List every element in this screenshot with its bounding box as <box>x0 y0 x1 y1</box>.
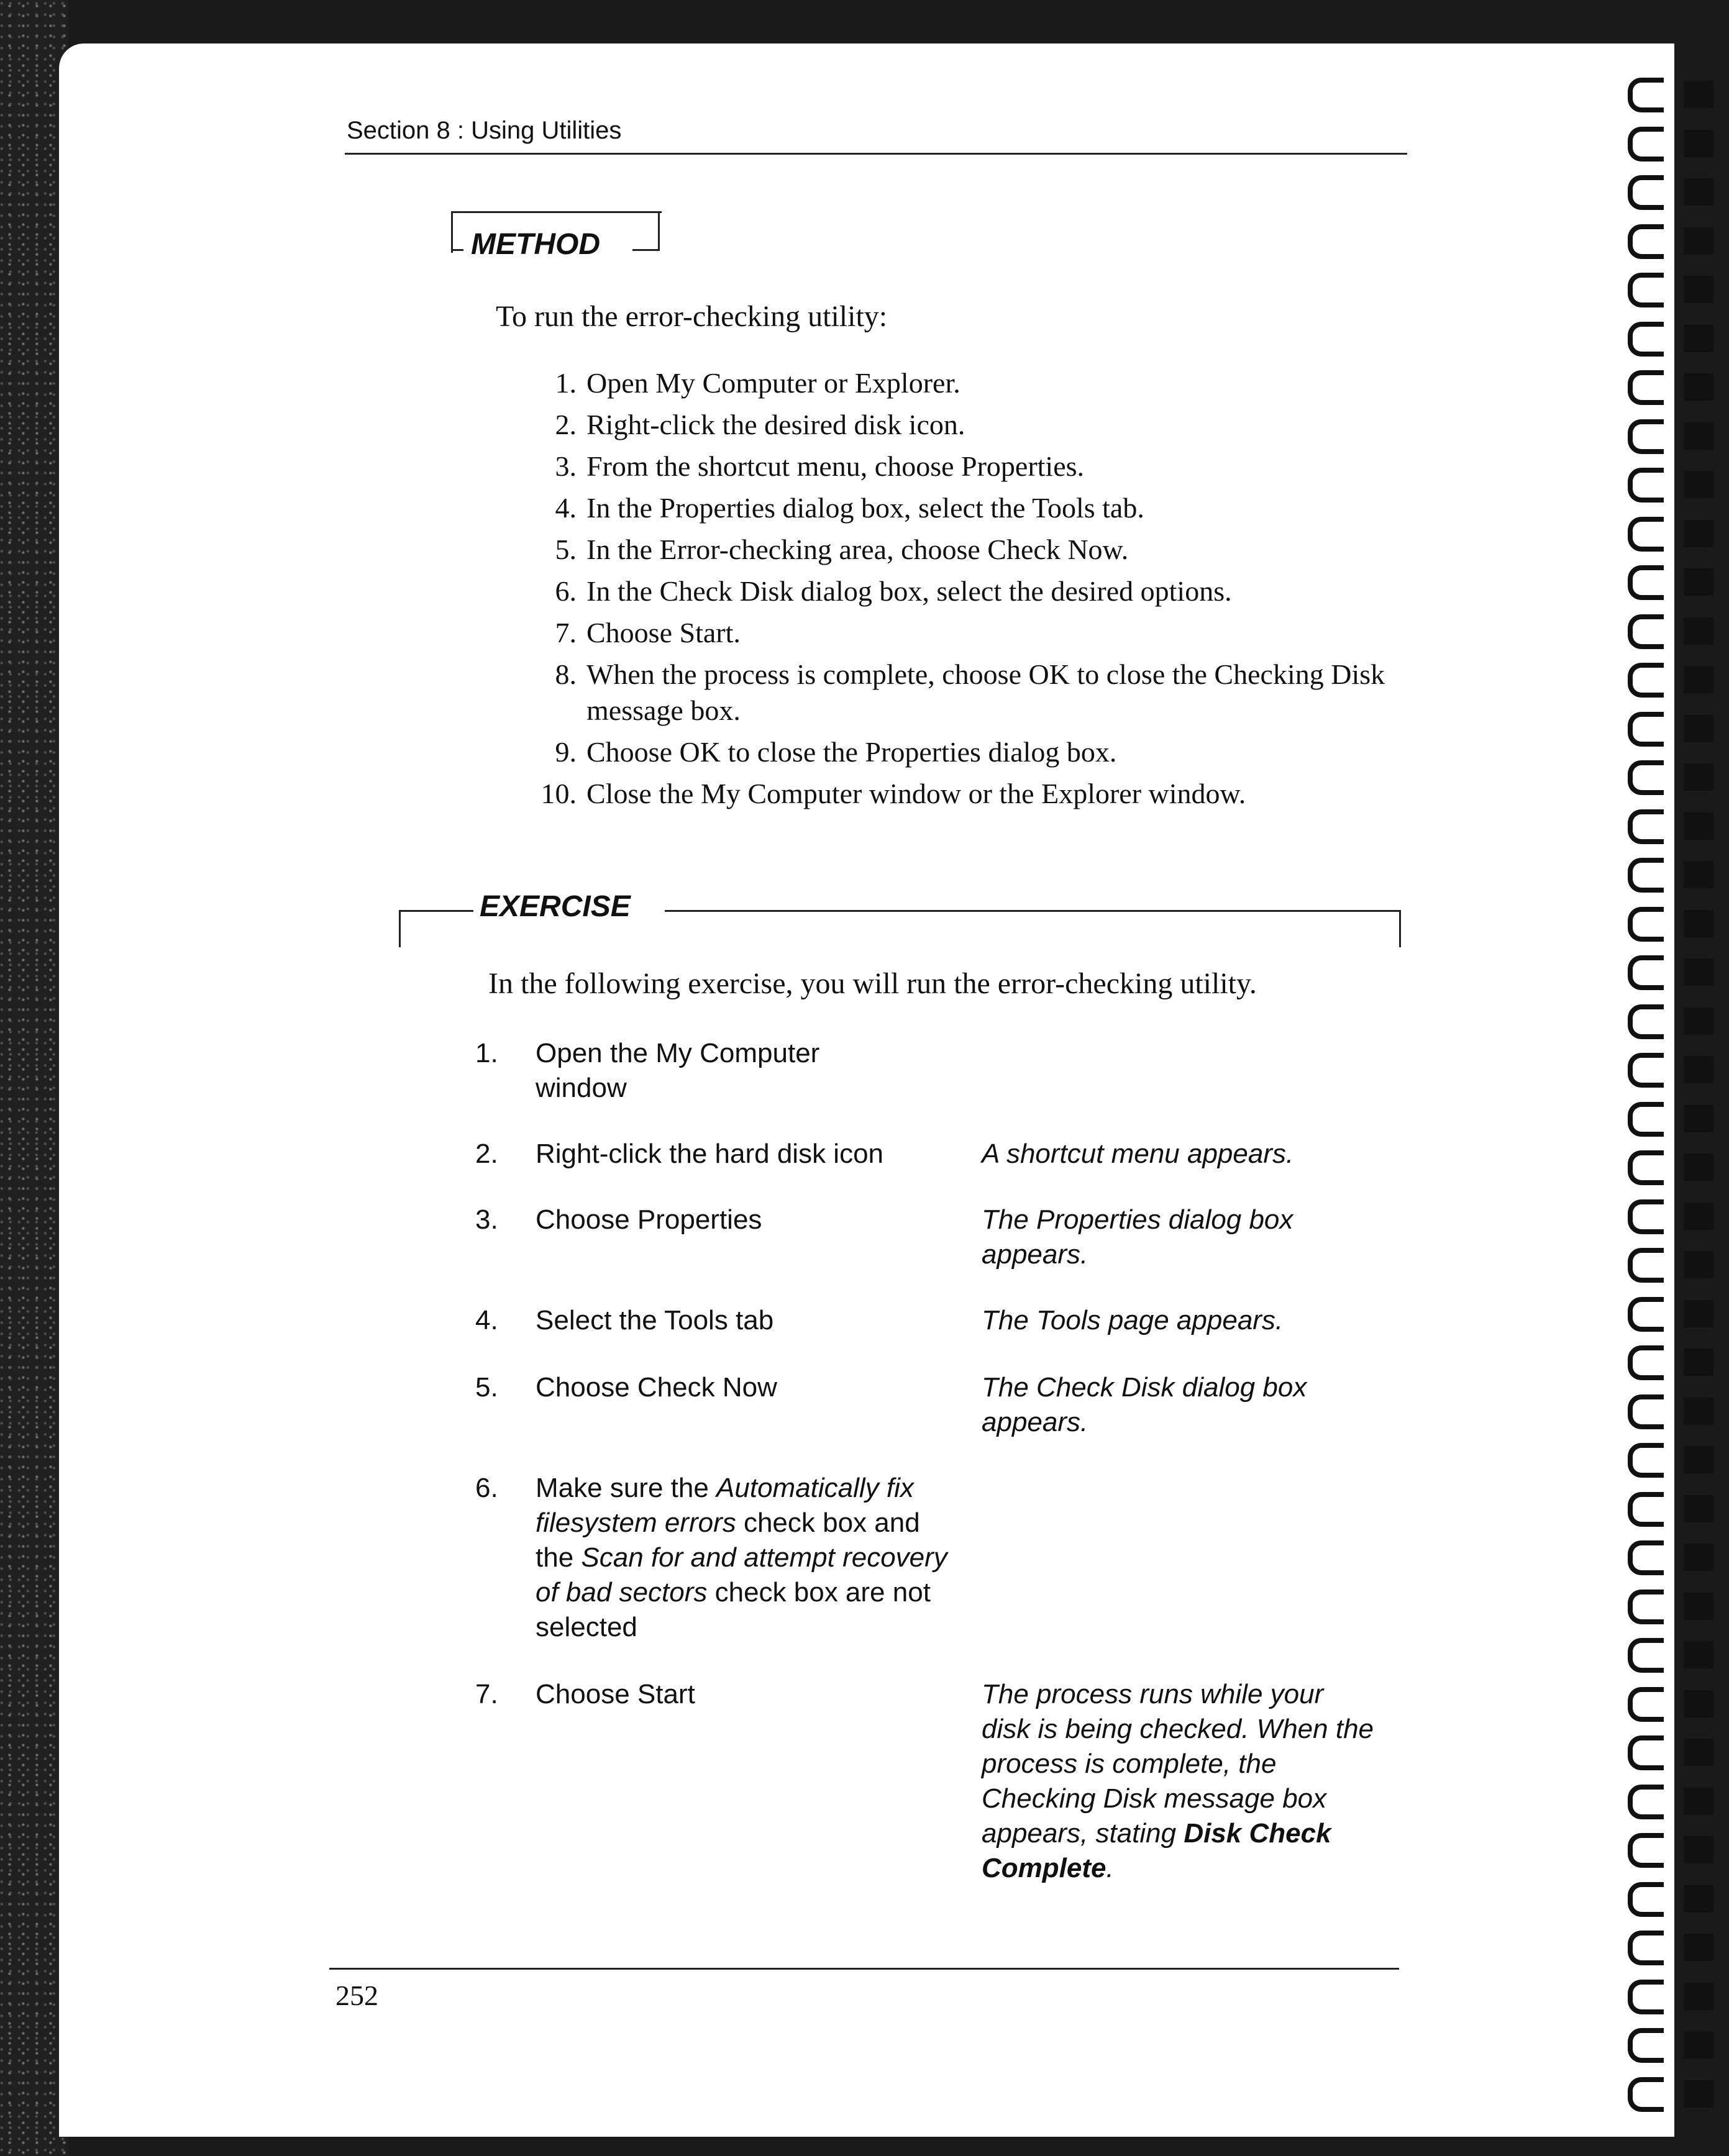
binding-ring <box>1628 370 1664 405</box>
binding-ring <box>1628 1590 1664 1624</box>
binding-ring <box>1628 1394 1664 1429</box>
method-step <box>522 734 1429 770</box>
step-result: A shortcut menu appears. <box>982 1139 1294 1169</box>
binding-ring <box>1628 614 1664 649</box>
binding-ring <box>1628 1980 1664 2014</box>
step-number: 3. <box>555 450 577 482</box>
step-action <box>536 1471 958 1645</box>
binding-ring <box>1628 419 1664 454</box>
binding-hole <box>1684 1105 1713 1132</box>
binding-hole <box>1684 1251 1713 1278</box>
method-step <box>522 490 1429 526</box>
step-text: When the process is complete, choose OK to close the Checking Disk message box. <box>586 658 1385 726</box>
binding-ring <box>1628 273 1664 307</box>
method-step <box>522 573 1429 609</box>
binding-ring <box>1628 1150 1664 1185</box>
binding-hole <box>1684 1300 1713 1327</box>
step-action: Right-click the hard disk icon <box>536 1139 884 1169</box>
binding-hole <box>1684 373 1713 401</box>
binding-hole <box>1684 227 1713 255</box>
step-number: 5. <box>555 534 577 565</box>
binding-hole <box>1684 1349 1713 1376</box>
binding-ring <box>1628 1540 1664 1575</box>
step-action: Choose Start <box>536 1679 695 1709</box>
exercise-intro: In the following exercise, you will run the error-checking utility. <box>488 967 1257 1000</box>
binding-hole <box>1684 958 1713 986</box>
binding-hole <box>1684 1203 1713 1230</box>
message-text: Disk Check Complete <box>982 1818 1331 1883</box>
method-step <box>522 657 1429 729</box>
method-step <box>522 407 1429 443</box>
step-number: 9. <box>555 736 577 768</box>
exercise-frame-top-right <box>665 910 1401 912</box>
binding-hole <box>1684 520 1713 547</box>
scan-background-left <box>0 0 68 2156</box>
step-text: Choose OK to close the Properties dialog box. <box>586 736 1117 768</box>
binding-ring <box>1628 1638 1664 1673</box>
binding-ring <box>1628 1735 1664 1770</box>
binding-hole <box>1684 1007 1713 1035</box>
binding-hole <box>1684 325 1713 352</box>
binding-hole <box>1684 1885 1713 1913</box>
method-title: METHOD <box>467 227 604 262</box>
binding-hole <box>1684 617 1713 645</box>
step-number: 7. <box>555 617 577 648</box>
binding-hole <box>1684 1495 1713 1522</box>
step-result: The Check Disk dialog box appears. <box>982 1372 1307 1437</box>
binding-ring <box>1628 78 1664 112</box>
binding-ring <box>1628 1833 1664 1868</box>
binding-ring <box>1628 127 1664 161</box>
binding-hole <box>1684 1153 1713 1181</box>
step-text: Open My Computer or Explorer. <box>586 367 960 399</box>
method-step <box>522 448 1429 484</box>
step-number: 4. <box>475 1305 498 1335</box>
binding-hole <box>1684 1934 1713 1961</box>
binding-ring <box>1628 858 1664 893</box>
step-number: 2. <box>555 409 577 440</box>
option-name: Automatically fix filesystem errors <box>536 1473 914 1538</box>
method-box-frame-right <box>658 211 660 251</box>
step-action: Select the Tools tab <box>536 1305 774 1335</box>
step-number: 6. <box>555 575 577 607</box>
method-box-tick-left <box>451 249 463 251</box>
binding-hole <box>1684 81 1713 108</box>
step-result-text: . <box>1106 1853 1114 1883</box>
binding-hole <box>1684 1641 1713 1668</box>
step-number: 2. <box>475 1139 498 1169</box>
exercise-frame-right <box>1399 910 1401 947</box>
step-number: 1. <box>475 1038 498 1068</box>
step-result <box>982 1677 1379 1886</box>
method-step <box>522 776 1429 812</box>
step-number: 8. <box>555 658 577 690</box>
binding-ring <box>1628 565 1664 600</box>
binding-ring <box>1628 224 1664 259</box>
binding-hole <box>1684 2080 1713 2108</box>
binding-ring <box>1628 1882 1664 1917</box>
step-text: Right-click the desired disk icon. <box>586 409 965 440</box>
binding-ring <box>1628 2028 1664 2063</box>
method-intro: To run the error-checking utility: <box>496 300 888 333</box>
binding-ring <box>1628 1785 1664 1819</box>
binding-ring <box>1628 175 1664 210</box>
binding-hole <box>1684 1788 1713 1815</box>
step-action: Open the My Computer window <box>536 1038 820 1103</box>
binding-hole <box>1684 715 1713 742</box>
step-text: From the shortcut menu, choose Properties. <box>586 450 1085 482</box>
binding-ring <box>1628 1931 1664 1965</box>
binding-ring <box>1628 1248 1664 1283</box>
binding-ring <box>1628 1199 1664 1234</box>
binding-ring <box>1628 712 1664 747</box>
binding-hole <box>1684 568 1713 596</box>
binding-ring <box>1628 2077 1664 2112</box>
binding-ring <box>1628 1297 1664 1332</box>
binding-hole <box>1684 130 1713 157</box>
method-step <box>522 365 1429 401</box>
step-result: The Tools page appears. <box>982 1305 1284 1335</box>
binding-hole <box>1684 1739 1713 1766</box>
binding-ring <box>1628 907 1664 942</box>
step-number: 5. <box>475 1372 498 1403</box>
exercise-frame-left <box>399 910 401 947</box>
binding-ring <box>1628 468 1664 503</box>
step-action-text: check box and the <box>536 1508 920 1573</box>
binding-hole <box>1684 763 1713 791</box>
step-result: The Properties dialog box appears. <box>982 1204 1293 1270</box>
step-number: 10. <box>541 778 577 809</box>
step-action: Choose Check Now <box>536 1372 777 1403</box>
binding-hole <box>1684 1690 1713 1717</box>
page <box>59 43 1674 2137</box>
binding-ring <box>1628 1492 1664 1527</box>
binding-hole <box>1684 471 1713 498</box>
step-number: 3. <box>475 1204 498 1235</box>
binding-ring <box>1628 1687 1664 1722</box>
step-result-text: The process runs while your disk is being checked. When the process is complete, the Checking Disk message box appears, stating <box>982 1679 1374 1849</box>
binding-hole <box>1684 1983 1713 2010</box>
binding-hole <box>1684 1836 1713 1863</box>
step-action: Choose Properties <box>536 1204 762 1235</box>
binding-hole <box>1684 276 1713 303</box>
step-action-text: Make sure the <box>536 1473 717 1503</box>
step-text: In the Check Disk dialog box, select the desired options. <box>586 575 1232 607</box>
binding-ring <box>1628 322 1664 357</box>
step-text: Close the My Computer window or the Explorer window. <box>586 778 1246 809</box>
binding-ring <box>1628 1443 1664 1478</box>
method-box-tick-right <box>632 249 660 251</box>
exercise-title: EXERCISE <box>480 890 631 923</box>
binding-hole <box>1684 1544 1713 1571</box>
step-number: 4. <box>555 492 577 524</box>
binding-hole <box>1684 861 1713 888</box>
binding-hole <box>1684 812 1713 840</box>
binding-ring <box>1628 1345 1664 1380</box>
step-number: 1. <box>555 367 577 399</box>
step-number: 6. <box>475 1473 498 1503</box>
exercise-frame-top-left <box>399 910 473 912</box>
binding-ring <box>1628 517 1664 552</box>
binding-hole <box>1684 178 1713 206</box>
footer-rule <box>329 1968 1399 1970</box>
binding-ring <box>1628 955 1664 990</box>
binding-ring <box>1628 1004 1664 1039</box>
binding-ring <box>1628 760 1664 795</box>
binding-hole <box>1684 666 1713 693</box>
binding-hole <box>1684 910 1713 937</box>
method-step <box>522 532 1429 568</box>
binding-hole <box>1684 422 1713 450</box>
step-action-text: check box are not selected <box>536 1577 931 1642</box>
step-text: In the Properties dialog box, select the Tools tab. <box>586 492 1144 524</box>
binding-ring <box>1628 809 1664 844</box>
step-text: Choose Start. <box>586 617 741 648</box>
binding-hole <box>1684 2031 1713 2058</box>
binding-hole <box>1684 1593 1713 1620</box>
binding-hole <box>1684 1398 1713 1425</box>
binding-ring <box>1628 1102 1664 1137</box>
spiral-binding <box>1622 68 1729 2131</box>
page-number: 252 <box>335 1980 378 2011</box>
option-name: Scan for and attempt recovery of bad sectors <box>536 1542 947 1608</box>
binding-ring <box>1628 663 1664 698</box>
binding-ring <box>1628 1053 1664 1088</box>
step-text: In the Error-checking area, choose Check Now. <box>586 534 1129 565</box>
binding-hole <box>1684 1446 1713 1473</box>
binding-hole <box>1684 1056 1713 1083</box>
section-header: Section 8 : Using Utilities <box>347 117 622 144</box>
step-number: 7. <box>475 1679 498 1709</box>
header-rule <box>345 153 1407 155</box>
method-steps-list <box>522 365 1429 817</box>
method-step <box>522 615 1429 651</box>
